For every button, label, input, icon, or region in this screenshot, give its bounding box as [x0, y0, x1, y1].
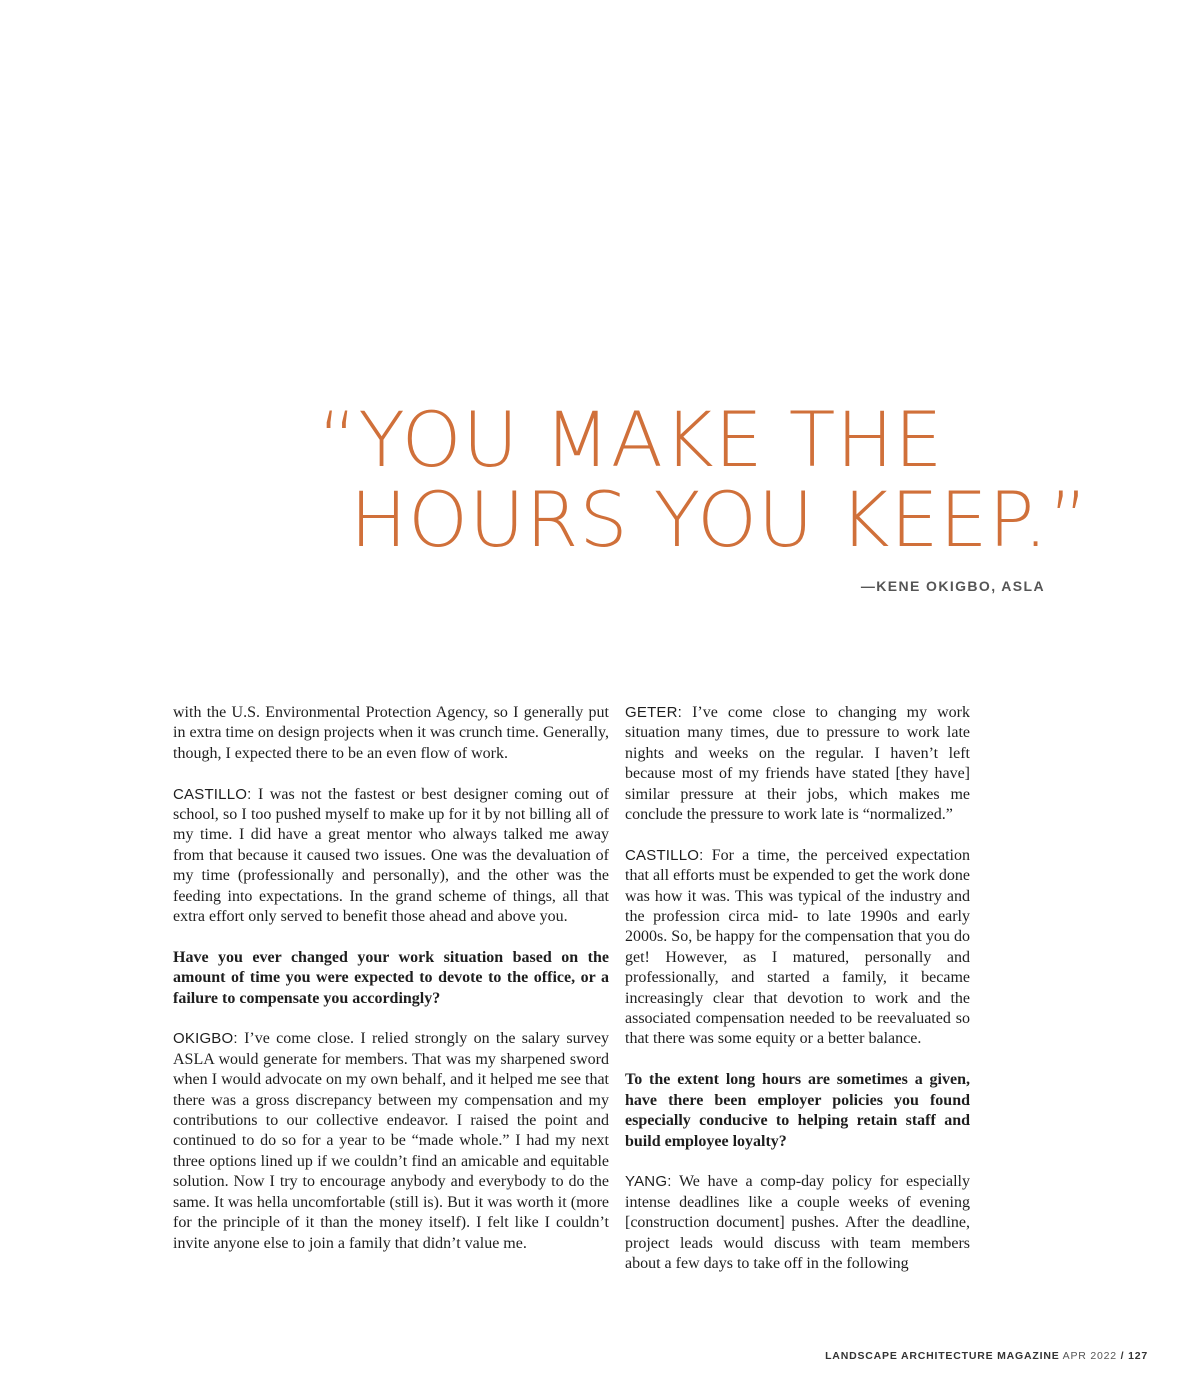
paragraph [625, 1172, 970, 1274]
paragraph [173, 785, 609, 928]
speaker-label: OKIGBO: [173, 1030, 238, 1048]
paragraph-text: I’ve come close. I relied strongly on the salary survey ASLA would generate for members. That was my sharpened sword when I would advocate on my own behalf, and it helped me see that there was a gross discrepancy between my compensation and my contributions to our collective endeavor. I raised the point and continued to do so for a year to be “made whole.” I had my next three options lined up if we couldn’t find an amicable and equitable solution. Now I try to encourage anybody and everybody to do the same. It was hella uncomfortable (still is). But it was worth it (more for the principle of it than the money itself). I felt like I couldn’t invite anyone else to join a family that didn’t value me. [173, 1030, 609, 1252]
pull-quote-line-1: “YOU MAKE THE [318, 395, 944, 484]
pull-quote [318, 395, 1118, 564]
paragraph-text: I’ve come close to changing my work situation many times, due to pressure to work late nights and weeks on the regular. I haven’t left because most of my friends have stated [they have] similar pressure at their jobs, which makes me conclude the pressure to work late is “normalized.” [625, 704, 970, 824]
pull-quote-line-2: HOURS YOU KEEP.” [350, 475, 1090, 564]
footer-separator: / [1120, 1350, 1125, 1362]
page-number: 127 [1128, 1350, 1148, 1362]
paragraph: with the U.S. Environmental Protection Agency, so I generally put in extra time on design projects when it was crunch time. Generally, though, I expected there to be an even flow of work. [173, 704, 609, 762]
magazine-name: LANDSCAPE ARCHITECTURE MAGAZINE [825, 1350, 1060, 1362]
paragraph-text: I was not the fastest or best designer coming out of school, so I too pushed myself to make up for it by not billing all of my time. I did have a great mentor who always talked me away from that because it caused two issues. One was the devaluation of my time (professionally and personally), and the other was the feeding into expectations. In the grand scheme of things, all that extra effort only served to benefit those ahead and above you. [173, 785, 609, 926]
page-footer [825, 1350, 1148, 1362]
interview-question: To the extent long hours are sometimes a given, have there been employer policies you found especially conducive to helping retain staff and build employee loyalty? [625, 1071, 970, 1150]
issue-date: APR 2022 [1062, 1350, 1117, 1362]
paragraph [625, 846, 970, 1050]
pull-quote-attribution: —KENE OKIGBO, ASLA [860, 578, 1045, 594]
paragraph-text: We have a comp-day policy for especially intense deadlines like a couple weeks of evening [construction document] pushes. After the deadline, project leads would discuss with team members about a few days to take off in the following [625, 1173, 970, 1272]
right-column [625, 703, 970, 1274]
speaker-label: CASTILLO: [625, 846, 704, 864]
paragraph [625, 703, 970, 825]
speaker-label: GETER: [625, 704, 683, 721]
speaker-label: YANG: [625, 1173, 672, 1191]
paragraph-text: For a time, the perceived expectation that all efforts must be expended to get the work done was how it was. This was typical of the industry and the profession circa mid- to late 1990s and early 2000s. So, be happy for the compensation that you do get! However, as I matured, personally and professionally, and started a family, it became increasingly clear that devotion to work and the associated compensation needed to be reevaluated so that there was some equity or a better balance. [625, 846, 970, 1048]
speaker-label: CASTILLO: [173, 785, 252, 803]
interview-question: Have you ever changed your work situation based on the amount of time you were expected to devote to the office, or a failure to compensate you accordingly? [173, 948, 609, 1007]
paragraph [173, 1029, 609, 1253]
left-column [173, 703, 609, 1254]
